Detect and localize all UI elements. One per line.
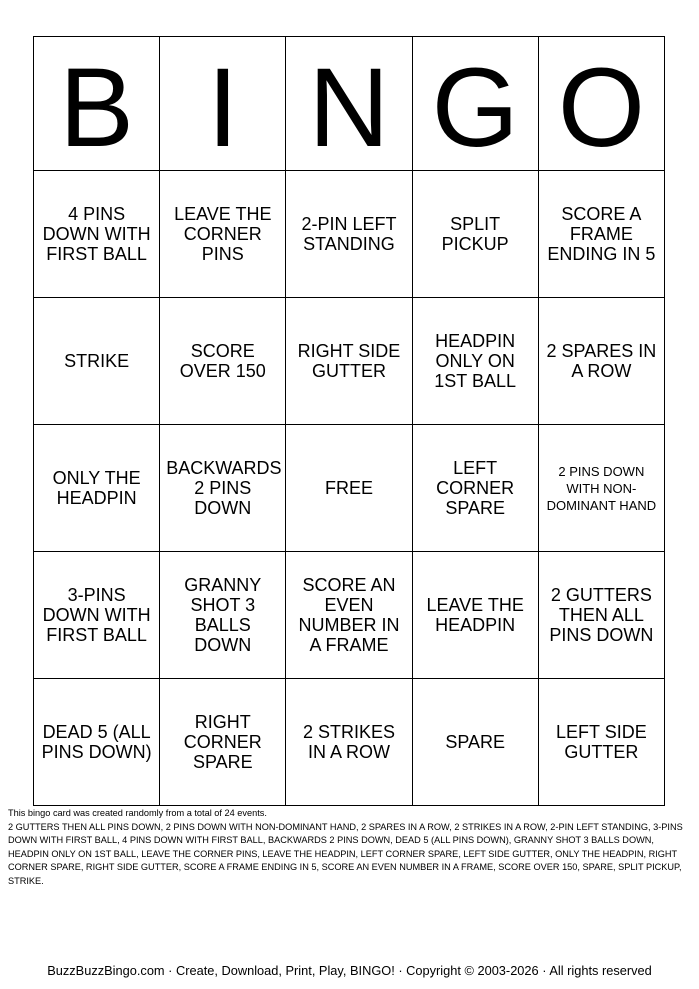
bingo-cell: 2-PIN LEFT STANDING [286,171,412,298]
card-info [8,807,688,889]
bingo-cell: ONLY THE HEADPIN [34,425,160,552]
bingo-cell: LEAVE THE HEADPIN [412,552,538,679]
bingo-cell: 2 PINS DOWN WITH NON-DOMINANT HAND [538,425,664,552]
header-letter-o: O [538,37,664,171]
bingo-row [34,679,665,806]
bingo-cell: SCORE A FRAME ENDING IN 5 [538,171,664,298]
bingo-cell: 2 GUTTERS THEN ALL PINS DOWN [538,552,664,679]
bingo-row [34,171,665,298]
bingo-cell: LEFT SIDE GUTTER [538,679,664,806]
bingo-cell: RIGHT SIDE GUTTER [286,298,412,425]
header-letter-i: I [160,37,286,171]
bingo-cell: 2 SPARES IN A ROW [538,298,664,425]
header-letter-n: N [286,37,412,171]
bingo-cell: SPARE [412,679,538,806]
footer-copyright: BuzzBuzzBingo.com · Create, Download, Print, Play, BINGO! · Copyright © 2003-2026 · All rights reserved [47,963,652,978]
bingo-card [33,36,665,795]
bingo-cell: SCORE AN EVEN NUMBER IN A FRAME [286,552,412,679]
card-info-event-list: 2 GUTTERS THEN ALL PINS DOWN, 2 PINS DOWN WITH NON-DOMINANT HAND, 2 SPARES IN A ROW, 2 STRIKES IN A ROW, 2-PIN LEFT STANDING, 3-PINS DOWN WITH FIRST BALL, 4 PINS DOWN WITH FIRST BALL, BACKWARDS 2 PINS DOWN, DEAD 5 (ALL PINS DOWN), GRANNY SHOT 3 BALLS DOWN, HEADPIN ONLY ON 1ST BALL, LEAVE THE CORNER PINS, LEAVE THE HEADPIN, LEFT CORNER SPARE, LEFT SIDE GUTTER, ONLY THE HEADPIN, RIGHT CORNER SPARE, RIGHT SIDE GUTTER, SCORE A FRAME ENDING IN 5, SCORE AN EVEN NUMBER IN A FRAME, SCORE OVER 150, SPARE, SPLIT PICKUP, STRIKE. [8,821,683,886]
bingo-cell: LEFT CORNER SPARE [412,425,538,552]
bingo-cell: SCORE OVER 150 [160,298,286,425]
bingo-cell: RIGHT CORNER SPARE [160,679,286,806]
bingo-row [34,552,665,679]
bingo-cell: STRIKE [34,298,160,425]
bingo-cell: LEAVE THE CORNER PINS [160,171,286,298]
bingo-cell: BACKWARDS 2 PINS DOWN [160,425,286,552]
bingo-cell: 4 PINS DOWN WITH FIRST BALL [34,171,160,298]
card-info-intro: This bingo card was created randomly from a total of 24 events. [8,808,267,818]
bingo-cell: 3-PINS DOWN WITH FIRST BALL [34,552,160,679]
bingo-cell: DEAD 5 (ALL PINS DOWN) [34,679,160,806]
bingo-row [34,425,665,552]
bingo-cell: SPLIT PICKUP [412,171,538,298]
header-letter-b: B [34,37,160,171]
bingo-cell: GRANNY SHOT 3 BALLS DOWN [160,552,286,679]
bingo-cell: HEADPIN ONLY ON 1ST BALL [412,298,538,425]
bingo-grid [33,36,665,806]
bingo-row [34,298,665,425]
free-space-cell: FREE [286,425,412,552]
bingo-cell: 2 STRIKES IN A ROW [286,679,412,806]
header-row [34,37,665,171]
header-letter-g: G [412,37,538,171]
